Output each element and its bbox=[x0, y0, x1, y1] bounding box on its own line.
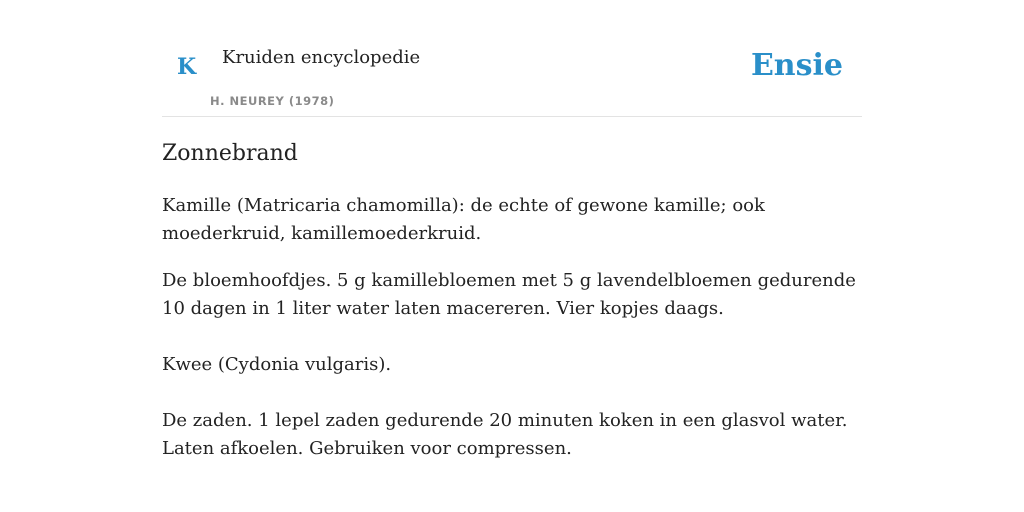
book-logo[interactable]: K bbox=[177, 54, 197, 80]
entry-paragraph: De zaden. 1 lepel zaden gedurende 20 minuten koken in een glasvol water. Laten afkoelen. Gebruiken voor compressen. bbox=[162, 410, 848, 459]
book-title-link[interactable]: Kruiden encyclopedie bbox=[222, 47, 421, 68]
brand-logo-link[interactable]: Ensie bbox=[750, 48, 843, 83]
entry-paragraph: Kamille (Matricaria chamomilla): de echte of gewone kamille; ook moederkruid, kamillemoederkruid. bbox=[162, 195, 765, 244]
page-container bbox=[162, 0, 862, 459]
entry-paragraph: De bloemhoofdjes. 5 g kamillebloemen met 5 g lavendelbloemen gedurende 10 dagen in 1 liter water laten macereren. Vier kopjes daags. bbox=[162, 270, 856, 319]
entry-paragraph: Kwee (Cydonia vulgaris). bbox=[162, 354, 392, 375]
entry-title: Zonnebrand bbox=[162, 141, 298, 166]
book-header bbox=[162, 0, 862, 117]
book-author: H. NEUREY (1978) bbox=[210, 94, 335, 108]
